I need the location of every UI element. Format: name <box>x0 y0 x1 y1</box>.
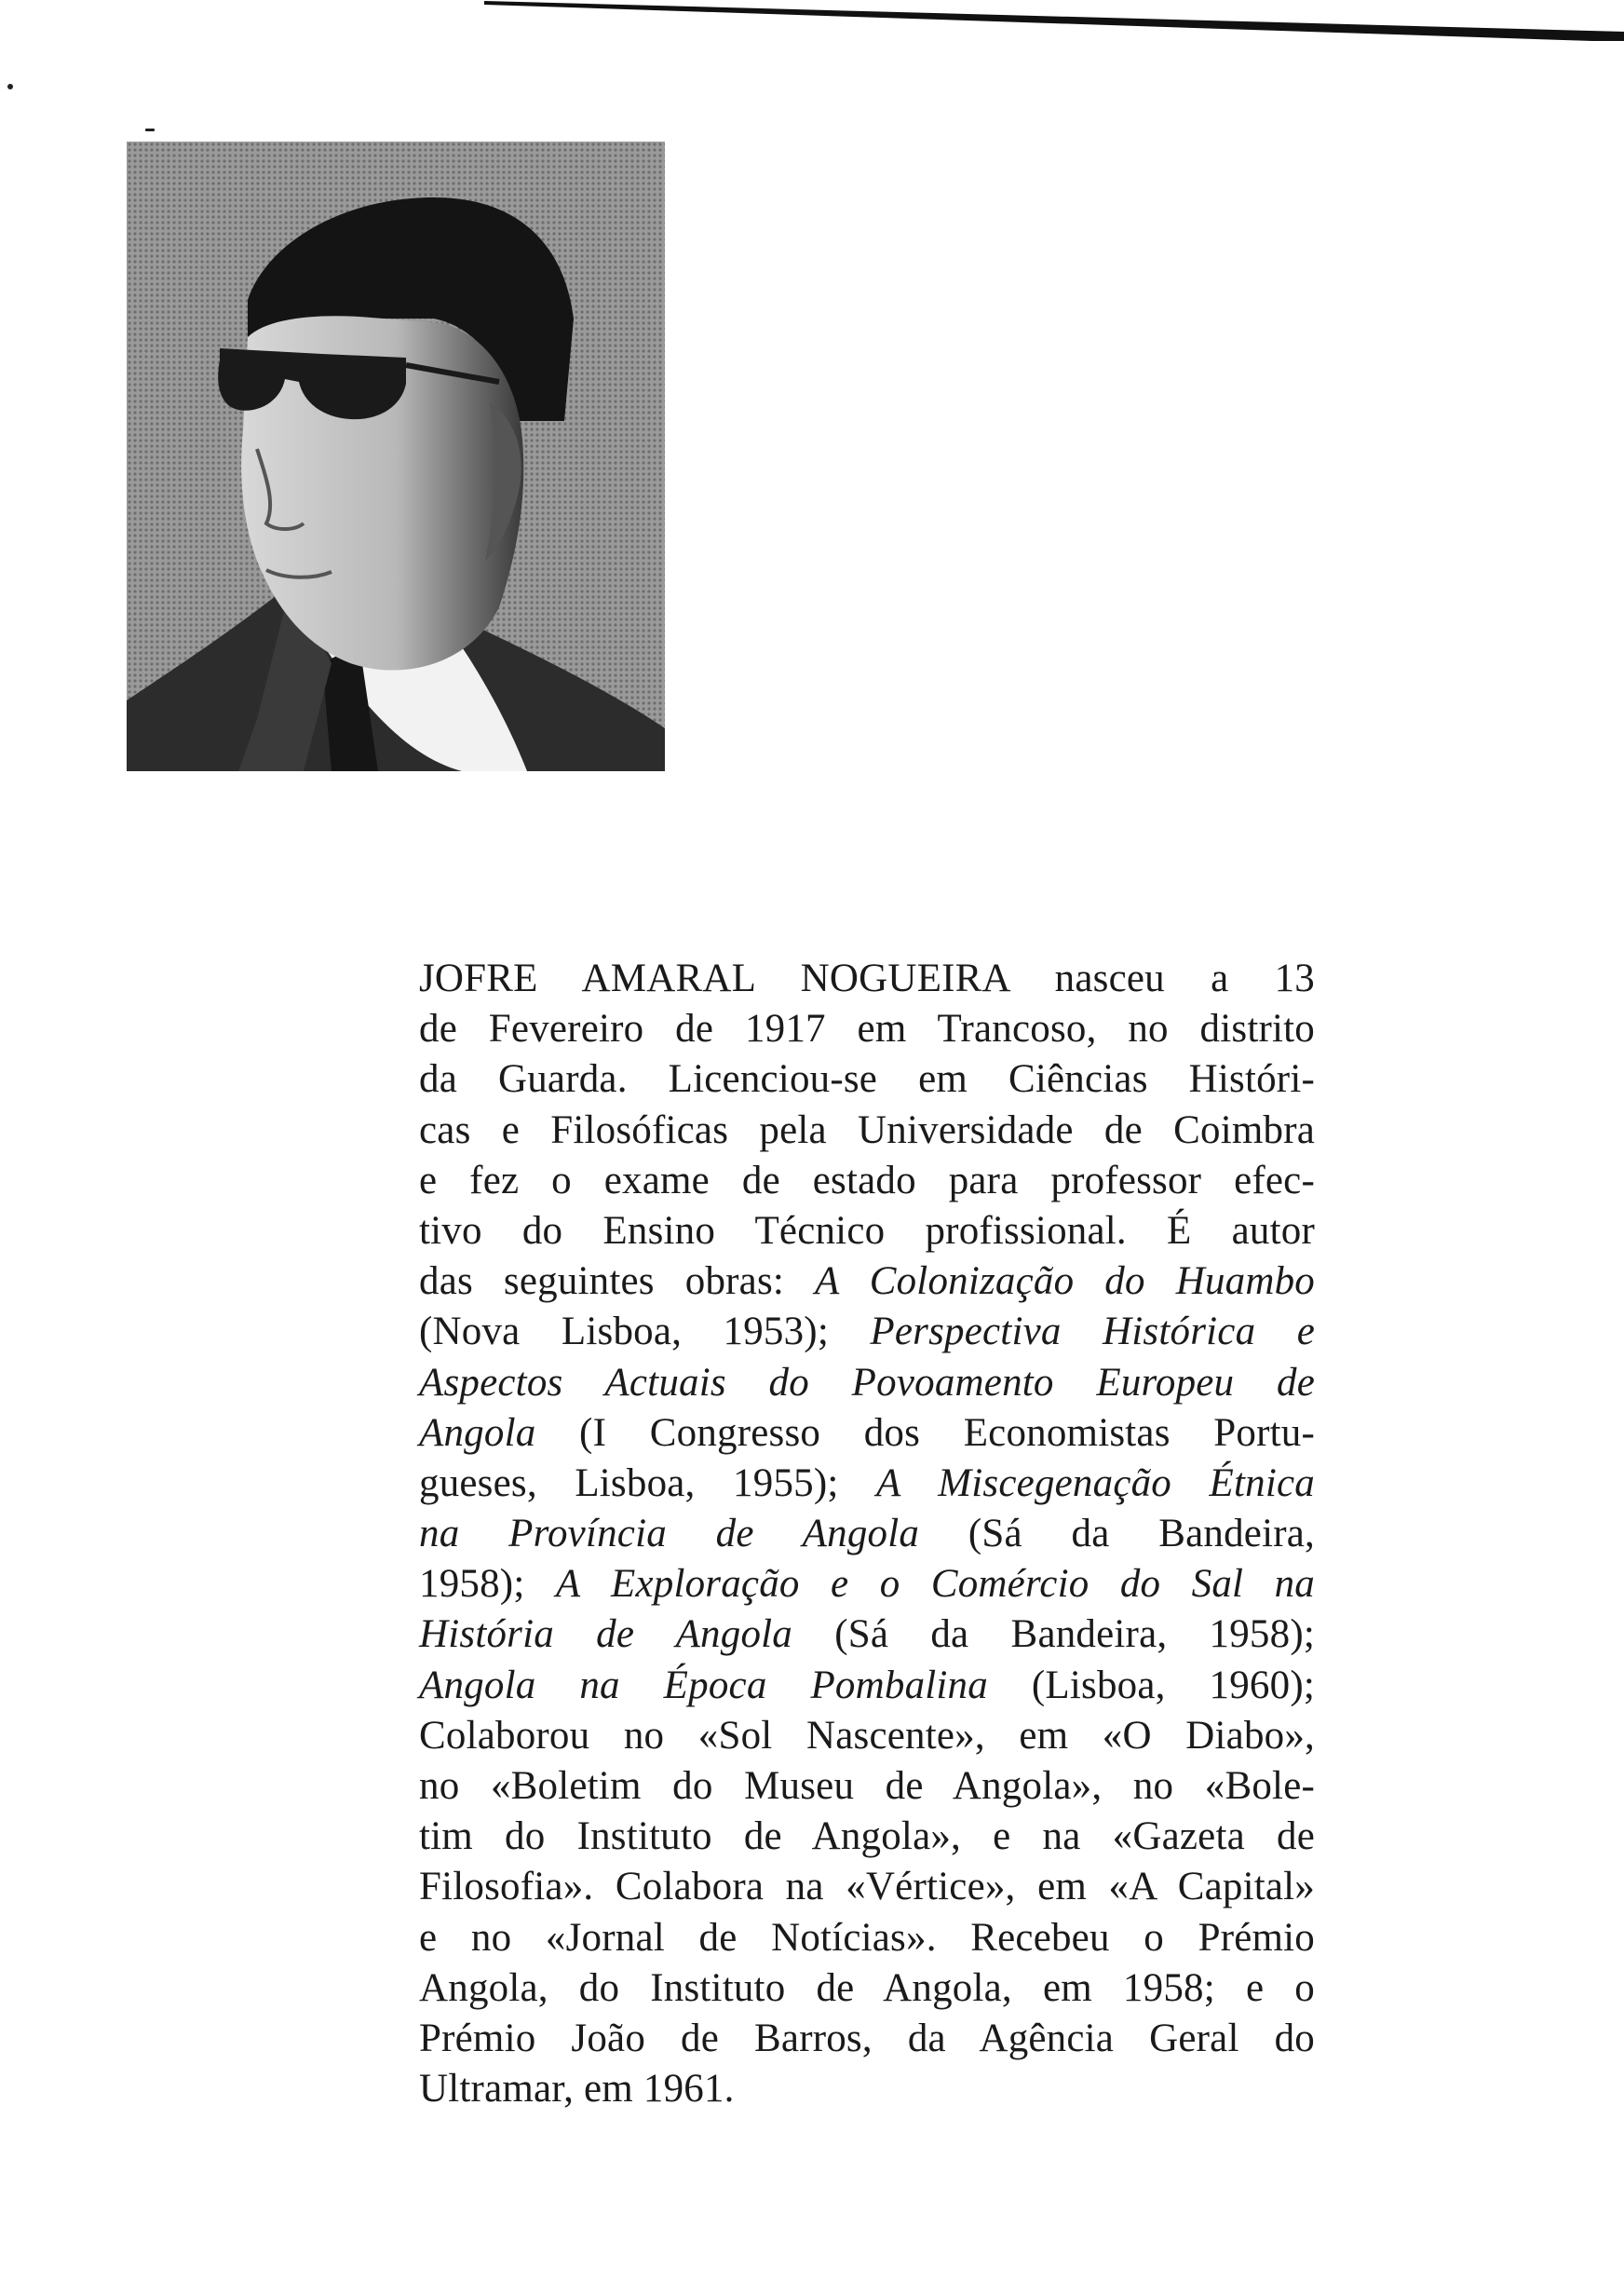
biography-text: Ultramar, em 1961. <box>419 2067 735 2112</box>
biography-text: da Guarda. Licenciou-se em Ciências Histór <box>419 1057 1291 1102</box>
biography-line <box>419 1862 1315 1912</box>
biography-line <box>419 1509 1315 1559</box>
work-title: A Colonização do Huambo <box>815 1259 1316 1304</box>
work-title: Perspectiva Histórica e <box>870 1310 1315 1354</box>
biography-line <box>419 1711 1315 1761</box>
biography-text: tivo do Ensino Técnico profissional. É autor <box>419 1208 1315 1253</box>
biography-line <box>419 2014 1315 2064</box>
biography-text: Filosofia». Colabora na «Vértice», em «A Capital» <box>419 1865 1315 1909</box>
biography-line <box>419 1761 1315 1812</box>
biography-text: de Fevereiro de 1917 em Trancoso, no distrito <box>419 1007 1315 1052</box>
biography-text: 1958); <box>419 1562 556 1607</box>
work-title: na Província de Angola <box>419 1512 920 1556</box>
biography-text: gueses, Lisboa, 1955); <box>419 1460 877 1505</box>
biography-text: JOFRE AMARAL NOGUEIRA nasceu a 13 <box>419 957 1315 1000</box>
biography-text: das seguintes obras: <box>419 1259 816 1304</box>
work-title: Aspectos Actuais do Povoamento Europeu de <box>419 1360 1315 1405</box>
biography-text: Colaborou no «Sol Nascente», em «O Diabo», <box>419 1713 1315 1758</box>
biography-text: tim do Instituto de Angola», e na «Gazeta de <box>419 1814 1315 1859</box>
work-title: A Miscegenação Étnica <box>876 1460 1315 1505</box>
biography-line <box>419 1559 1315 1609</box>
biography-text: no «Boletim do Museu de Angola», no «Bole- <box>419 1764 1315 1808</box>
biography-text: Angola, do Instituto de Angola, em 1958; e o <box>419 1965 1315 2010</box>
biography-text: (Nova Lisboa, 1953); <box>419 1310 871 1354</box>
biography-text: (Sá da Bandeira, 1958); <box>792 1612 1315 1657</box>
biography-line <box>419 1609 1315 1660</box>
print-speck <box>7 84 13 89</box>
biography-text: e fez o exame de estado para professor efec- <box>419 1158 1315 1202</box>
biography-line <box>419 1256 1315 1307</box>
biography-line <box>419 1661 1315 1711</box>
biography-line <box>419 1963 1315 2014</box>
author-portrait <box>127 142 665 771</box>
biography-line <box>419 1408 1315 1459</box>
work-title: História de Angola <box>419 1612 793 1657</box>
biography-text: cas e Filosóficas pela Universidade de Coimbra <box>419 1107 1315 1152</box>
biography-line <box>419 954 1315 1004</box>
biography-line <box>419 1004 1315 1054</box>
biography-text: (Lisboa, 1960); <box>987 1663 1315 1707</box>
biography-text: Prémio João de Barros, da Agência Geral do <box>419 2016 1315 2060</box>
top-edge-rule <box>484 0 1624 41</box>
biography-text: (Sá da Bandeira, <box>919 1512 1315 1556</box>
biography-text: (I Congresso dos Economistas Portu- <box>535 1410 1315 1455</box>
author-biography <box>419 954 1315 2114</box>
biography-line <box>419 1812 1315 1862</box>
biography-line <box>419 1307 1315 1357</box>
biography-line <box>419 1206 1315 1256</box>
print-speck <box>145 129 155 131</box>
biography-text: e no «Jornal de Notícias». Recebeu o Prémio <box>419 1915 1315 1960</box>
biography-line <box>419 2064 1315 2114</box>
biography-line <box>419 1106 1315 1156</box>
biography-line <box>419 1459 1315 1509</box>
biography-line <box>419 1156 1315 1206</box>
biography-line <box>419 1913 1315 1963</box>
work-title: Angola na Época Pombalina <box>419 1663 988 1707</box>
biography-line <box>419 1054 1315 1105</box>
work-title: A Exploração e o Comércio do Sal na <box>555 1562 1315 1607</box>
work-title: Angola <box>419 1410 536 1455</box>
biography-line <box>419 1358 1315 1408</box>
biography-text: i- <box>1290 1057 1315 1102</box>
